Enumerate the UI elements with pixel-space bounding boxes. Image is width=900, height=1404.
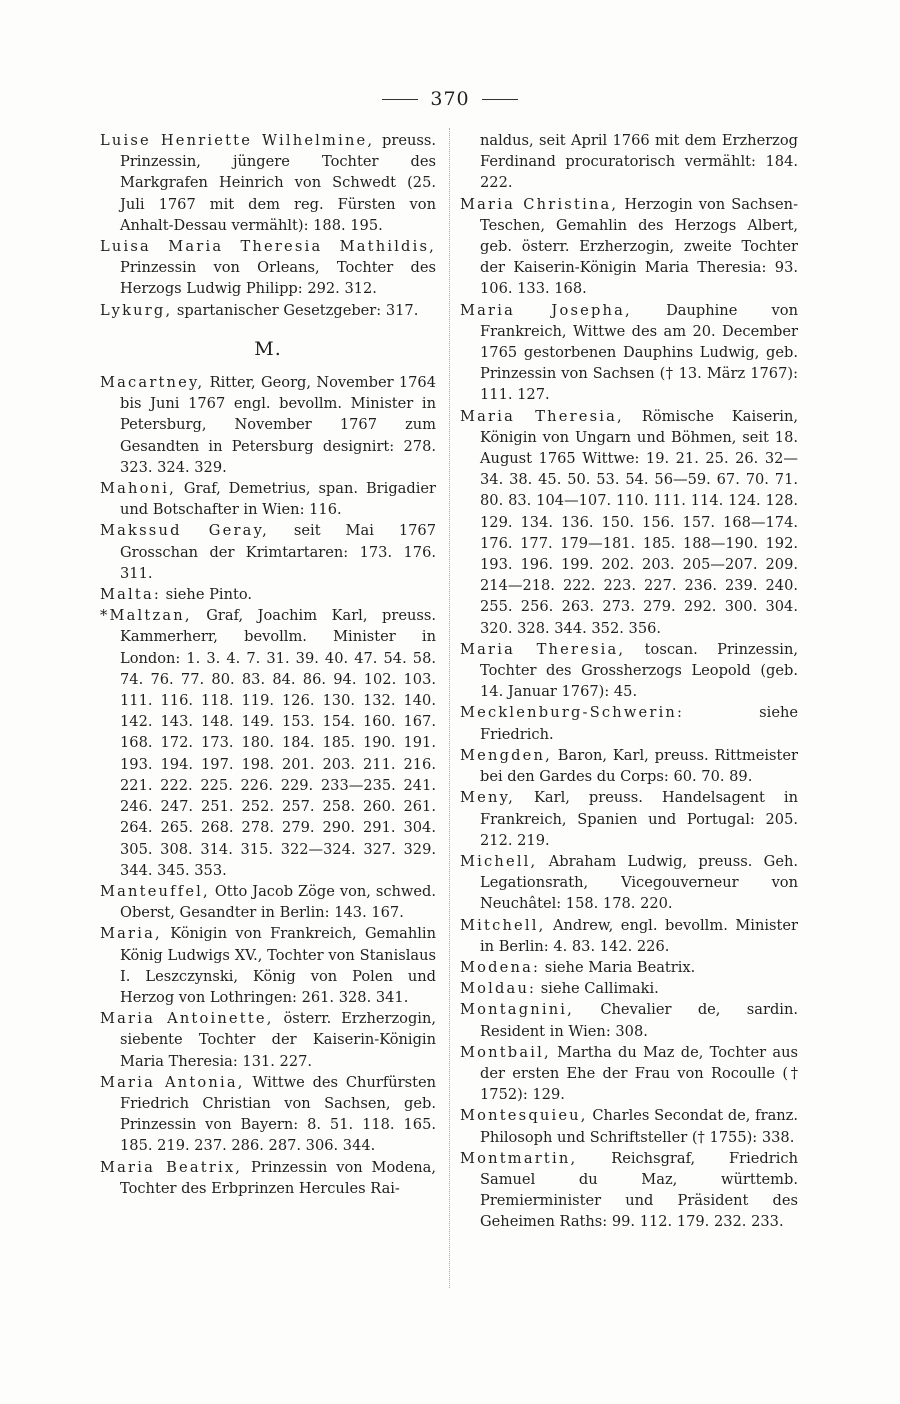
entry-keyword: Montesquieu, — [460, 1107, 588, 1125]
index-entry — [460, 639, 798, 703]
index-entry — [460, 745, 798, 787]
right-column — [460, 130, 798, 1233]
index-entry — [100, 584, 436, 605]
entry-text: Graf, Joachim Karl, preuss. Kammerherr, bevollm. Minister in London: 1. 3. 4. 7. 31. 39. 40. 47. 54. 58. 74. 76. 77. 80. 83. 84. 86. 94. 102. 103. 111. 116. 118. 119. 126. 130. 132. 140. 142. 143. 148. 149. 153. 154. 160. 167. 168. 172. 173. 180. 184. 185. 190. 191. 193. 194. 197. 198. 201. 203. 211. 216. 221. 222. 225. 226. 229. 233—235. 241. 246. 247. 251. 252. 257. 258. 260. 261. 264. 265. 268. 278. 279. 290. 291. 304. 305. 308. 314. 315. 322—324. 327. 329. 344. 345. 353. — [120, 607, 436, 879]
entry-text: Graf, Demetrius, span. Brigadier und Botschafter in Wien: 116. — [120, 480, 436, 519]
index-entry — [100, 1008, 436, 1072]
entry-keyword: Mitchell, — [460, 916, 546, 934]
index-entry — [460, 406, 798, 639]
entry-keyword: Modena: — [460, 958, 541, 976]
entry-text: Martha du Maz de, Tochter aus der ersten Ehe der Frau von Rocoulle († 1752): 129. — [480, 1043, 798, 1104]
column-divider — [449, 128, 450, 1288]
entry-keyword: Malta: — [100, 586, 161, 604]
entry-keyword: Makssud Geray, — [100, 522, 269, 540]
entry-keyword: Mengden, — [460, 746, 552, 764]
entry-text: Otto Jacob Zöge von, schwed. Oberst, Gesandter in Berlin: 143. 167. — [120, 882, 436, 922]
index-entry — [460, 702, 798, 744]
entry-keyword: Michell, — [460, 852, 538, 870]
entry-keyword: Lykurg, — [100, 301, 173, 319]
entry-text: Karl, preuss. Handelsagent in Frankreich, Spanien und Portugal: 205. 212. 219. — [480, 789, 798, 849]
entry-keyword: Mecklenburg-Schwerin: — [460, 704, 685, 722]
index-entry — [460, 787, 798, 851]
entry-continuation: naldus, seit April 1766 mit dem Erzherzog Ferdinand procuratorisch vermählt: 184. 222. — [480, 132, 798, 192]
index-entry — [100, 881, 436, 923]
entry-text: Königin von Frankreich, Gemahlin König Ludwigs XV., Tochter von Stanislaus I. Leszczynski, König von Polen und Herzog von Lothringen: 261. 328. 341. — [120, 925, 436, 1006]
entry-keyword: Manteuffel, — [100, 882, 210, 900]
entry-text: siehe Friedrich. — [480, 704, 798, 743]
index-entry — [100, 236, 436, 300]
header-rule-left — [382, 99, 418, 100]
page-number: 370 — [430, 88, 470, 110]
entry-text: Abraham Ludwig, preuss. Geh. Legationsrath, Vicegouverneur von Neuchâtel: 158. 178. 220. — [480, 852, 798, 913]
index-entry — [100, 300, 436, 321]
index-entry — [460, 1105, 798, 1147]
section-heading: M. — [254, 337, 282, 360]
entry-text: siehe Pinto. — [161, 586, 253, 604]
entry-keyword: Macartney, — [100, 374, 205, 392]
entry-keyword: Maria Theresia, — [460, 407, 624, 425]
index-entry — [460, 1148, 798, 1233]
entry-text: Römische Kaiserin, Königin von Ungarn und Böhmen, seit 18. August 1765 Wittwe: 19. 21. 25. 26. 32—34. 38. 45. 50. 53. 54. 56—59. 67. 70. 71. 80. 83. 104—107. 110. 111. 114. 124. 128. 129. 134. 136. 150. 156. 157. 168—174. 176. 177. 179—181. 185. 188—190. 192. 193. 196. 199. 202. 203. 205—207. 209. 214—218. 222. 223. 227. 236. 239. 240. 255. 256. 263. 273. 279. 292. 300. 304. 320. 328. 344. 352. 356. — [480, 407, 798, 637]
entry-keyword: Moldau: — [460, 980, 537, 998]
entry-text: Andrew, engl. bevollm. Minister in Berlin: 4. 83. 142. 226. — [480, 916, 798, 955]
entry-text: Wittwe des Churfürsten Friedrich Christian von Sachsen, geb. Prinzessin von Bayern: 8. 51. 118. 165. 185. 219. 237. 286. 287. 306. 344. — [120, 1073, 436, 1155]
index-entry — [460, 957, 798, 978]
index-entry — [460, 1042, 798, 1106]
entry-text: Charles Secondat de, franz. Philosoph und Schriftsteller († 1755): 338. — [480, 1107, 798, 1146]
index-entry — [100, 372, 436, 478]
entry-text: Reichsgraf, Friedrich Samuel du Maz, württemb. Premierminister und Präsident des Geheimen Raths: 99. 112. 179. 232. 233. — [480, 1149, 798, 1231]
entry-text: Baron, Karl, preuss. Rittmeister bei den Gardes du Corps: 60. 70. 89. — [480, 746, 798, 786]
entry-text: siehe Maria Beatrix. — [540, 958, 696, 976]
page-header — [0, 88, 900, 110]
entry-keyword: Maria Beatrix, — [100, 1158, 243, 1176]
entry-text: österr. Erzherzogin, siebente Tochter der Kaiserin-Königin Maria Theresia: 131. 227. — [120, 1010, 436, 1070]
entry-text: Herzogin von Sachsen-Teschen, Gemahlin des Herzogs Albert, geb. österr. Erzherzogin, zweite Tochter der Kaiserin-Königin Maria Theresia: 93. 106. 133. 168. — [480, 195, 799, 298]
index-entry — [460, 130, 798, 194]
index-entry — [100, 1157, 436, 1199]
entry-text: Prinzessin von Modena, Tochter des Erbprinzen Hercules Rai- — [120, 1158, 436, 1197]
index-entry — [100, 478, 436, 520]
entry-keyword: Montmartin, — [460, 1149, 578, 1167]
index-entry — [460, 999, 798, 1041]
entry-keyword: Maria Christina, — [460, 195, 619, 213]
index-entry — [100, 605, 436, 881]
entry-text: Ritter, Georg, November 1764 bis Juni 1767 engl. bevollm. Minister in Petersburg, November 1767 zum Gesandten in Petersburg designirt: 278. 323. 324. 329. — [120, 374, 436, 476]
entry-text: Dauphine von Frankreich, Wittwe des am 20. December 1765 gestorbenen Dauphins Ludwig, geb. Prinzessin von Sachsen († 13. März 1767): 111. 127. — [480, 301, 798, 404]
index-entry — [460, 978, 798, 999]
entry-keyword: Luise Henriette Wilhelmine, — [100, 132, 375, 149]
index-entry — [460, 851, 798, 915]
index-entry — [100, 130, 436, 236]
entry-text: spartanischer Gesetzgeber: 317. — [172, 301, 419, 319]
entry-keyword: Maria, — [100, 925, 162, 943]
entry-keyword: Meny, — [460, 789, 515, 807]
left-column — [100, 130, 436, 1199]
index-entry — [460, 915, 798, 957]
entry-keyword: Montbail, — [460, 1043, 551, 1061]
entry-keyword: Montagnini, — [460, 1001, 575, 1019]
entry-keyword: Maria Josepha, — [460, 301, 632, 319]
entry-keyword: Maria Antonia, — [100, 1073, 245, 1091]
entry-text: Prinzessin von Orleans, Tochter des Herzogs Ludwig Philipp: 292. 312. — [120, 259, 436, 298]
entry-keyword: Mahoni, — [100, 480, 176, 498]
index-entry — [100, 923, 436, 1008]
entry-keyword: Maria Antoinette, — [100, 1010, 274, 1028]
header-rule-right — [482, 99, 518, 100]
entry-text: seit Mai 1767 Grosschan der Krimtartaren: 173. 176. 311. — [120, 522, 437, 582]
entry-keyword: *Maltzan, — [100, 607, 192, 625]
entry-text: preuss. Prinzessin, jüngere Tochter des Markgrafen Heinrich von Schwedt (25. Juli 1767 mit dem reg. Fürsten von Anhalt-Dessau vermählt): 188. 195. — [120, 132, 436, 234]
index-entry — [460, 194, 798, 300]
index-entry — [100, 520, 436, 584]
entry-keyword: Luisa Maria Theresia Mathildis, — [100, 238, 436, 256]
entry-text: toscan. Prinzessin, Tochter des Grossherzogs Leopold (geb. 14. Januar 1767): 45. — [480, 640, 799, 701]
entry-text: siehe Callimaki. — [536, 980, 659, 998]
entry-text: Chevalier de, sardin. Resident in Wien: 308. — [480, 1001, 798, 1040]
entry-keyword: Maria Theresia, — [460, 640, 626, 658]
index-entry — [460, 300, 798, 406]
index-entry — [100, 1072, 436, 1157]
